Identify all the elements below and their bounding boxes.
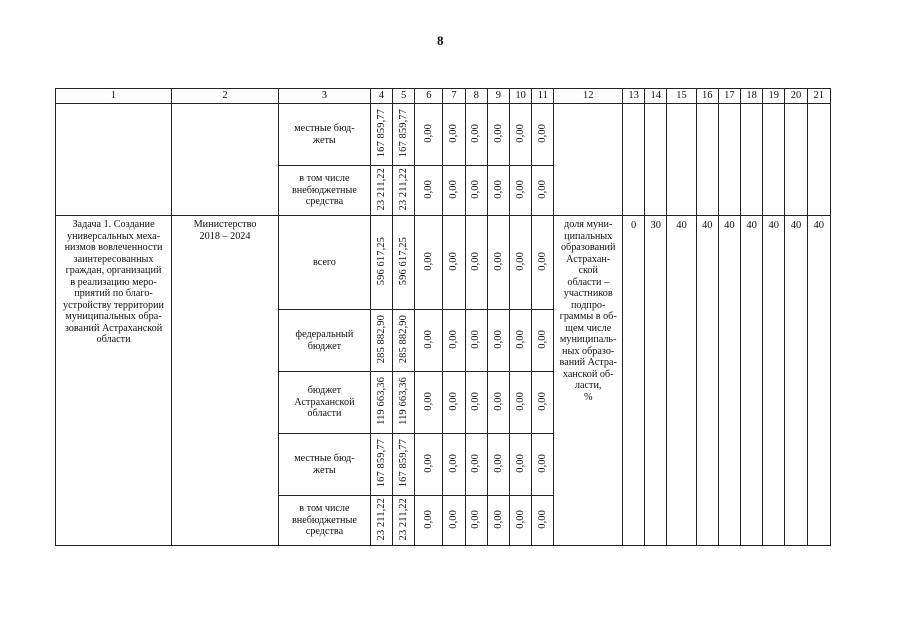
amount: 0,00 [514,329,526,349]
amount: 0,00 [448,179,460,199]
value-cell [393,104,415,166]
funding-source: в том числе внебюджетные средства [279,496,371,546]
amount: 0,00 [536,251,548,271]
value-cell [443,104,465,166]
value-cell [393,216,415,310]
amount: 0,00 [422,123,434,143]
amount: 0,00 [470,391,482,411]
value-cell [465,104,487,166]
value-cell [532,310,554,372]
value-cell [370,166,392,216]
indicator-value: 40 [741,216,763,546]
column-number-3: 3 [279,89,371,104]
amount: 285 882,90 [397,314,409,364]
column-number-1: 1 [56,89,172,104]
continued-target-cell [696,104,718,216]
column-number-row [56,89,831,104]
amount: 0,00 [422,391,434,411]
indicator-value: 0 [623,216,645,546]
continued-target-cell [807,104,830,216]
value-cell [370,496,392,546]
value-cell [487,372,509,434]
continued-executor-cell [172,104,279,216]
value-cell [393,434,415,496]
value-cell [393,372,415,434]
continued-task-cell [56,104,172,216]
amount: 0,00 [448,329,460,349]
column-number-13: 13 [623,89,645,104]
column-number-5: 5 [393,89,415,104]
value-cell [487,104,509,166]
amount: 0,00 [448,251,460,271]
amount: 0,00 [470,509,482,529]
amount: 0,00 [448,391,460,411]
indicator-value: 40 [763,216,785,546]
amount: 0,00 [422,509,434,529]
task-row [56,216,831,310]
value-cell [465,216,487,310]
amount: 0,00 [470,453,482,473]
value-cell [487,434,509,496]
amount: 0,00 [492,123,504,143]
column-number-16: 16 [696,89,718,104]
column-number-18: 18 [741,89,763,104]
column-number-14: 14 [645,89,667,104]
column-number-6: 6 [415,89,443,104]
value-cell [415,310,443,372]
amount: 0,00 [422,453,434,473]
value-cell [532,372,554,434]
amount: 0,00 [422,251,434,271]
funding-source: бюджет Астраханской области [279,372,371,434]
indicator-value: 40 [807,216,830,546]
column-number-19: 19 [763,89,785,104]
column-number-11: 11 [532,89,554,104]
value-cell [532,216,554,310]
amount: 23 211,22 [397,497,409,541]
indicator-value: 40 [785,216,807,546]
value-cell [443,310,465,372]
amount: 0,00 [492,251,504,271]
value-cell [487,216,509,310]
amount: 0,00 [536,453,548,473]
amount: 0,00 [448,123,460,143]
column-number-12: 12 [554,89,623,104]
amount: 0,00 [470,251,482,271]
column-number-2: 2 [172,89,279,104]
amount: 0,00 [470,329,482,349]
column-number-8: 8 [465,89,487,104]
funding-source: местные бюд- жеты [279,434,371,496]
value-cell [415,166,443,216]
value-cell [370,216,392,310]
value-cell [532,434,554,496]
amount: 0,00 [514,391,526,411]
amount: 596 617,25 [375,236,387,286]
continued-target-cell [741,104,763,216]
value-cell [465,434,487,496]
task-executor: Министерство 2018 – 2024 [172,216,279,546]
amount: 0,00 [492,329,504,349]
amount: 0,00 [536,179,548,199]
amount: 0,00 [536,329,548,349]
amount: 0,00 [514,123,526,143]
value-cell [465,310,487,372]
column-number-21: 21 [807,89,830,104]
amount: 0,00 [536,391,548,411]
indicator-value: 40 [696,216,718,546]
amount: 0,00 [536,509,548,529]
amount: 23 211,22 [397,167,409,211]
funding-source: в том числе внебюджетные средства [279,166,371,216]
value-cell [393,166,415,216]
value-cell [370,372,392,434]
value-cell [415,434,443,496]
value-cell [532,496,554,546]
continued-target-cell [667,104,696,216]
value-cell [370,434,392,496]
funding-source: всего [279,216,371,310]
value-cell [393,310,415,372]
amount: 0,00 [492,179,504,199]
column-number-10: 10 [510,89,532,104]
amount: 167 859,77 [375,108,387,158]
value-cell [443,166,465,216]
value-cell [510,216,532,310]
value-cell [415,104,443,166]
column-number-4: 4 [370,89,392,104]
funding-source: местные бюд- жеты [279,104,371,166]
value-cell [487,310,509,372]
value-cell [370,104,392,166]
value-cell [532,104,554,166]
amount: 0,00 [492,509,504,529]
task-name: Задача 1. Создание универсальных меха- низмов вовлеченности заинтересованных граждан, организаций в реализацию меро- приятий по благо- устройству территории муниципальных обра- зований Астраханской области [56,216,172,546]
page-number: 8 [437,33,444,48]
amount: 23 211,22 [375,497,387,541]
value-cell [415,216,443,310]
value-cell [510,434,532,496]
amount: 0,00 [470,123,482,143]
column-number-9: 9 [487,89,509,104]
value-cell [465,496,487,546]
column-number-7: 7 [443,89,465,104]
value-cell [415,496,443,546]
amount: 0,00 [448,453,460,473]
value-cell [532,166,554,216]
continued-row [56,104,831,166]
amount: 0,00 [514,509,526,529]
indicator-value: 40 [718,216,740,546]
value-cell [487,166,509,216]
amount: 0,00 [514,453,526,473]
value-cell [443,372,465,434]
amount: 596 617,25 [397,236,409,286]
continued-target-cell [785,104,807,216]
continued-target-cell [763,104,785,216]
value-cell [443,434,465,496]
column-number-17: 17 [718,89,740,104]
value-cell [393,496,415,546]
amount: 0,00 [514,179,526,199]
amount: 0,00 [422,329,434,349]
continued-target-cell [645,104,667,216]
funding-source: федеральный бюджет [279,310,371,372]
amount: 119 663,36 [397,376,409,425]
value-cell [510,496,532,546]
amount: 0,00 [422,179,434,199]
value-cell [510,310,532,372]
column-number-15: 15 [667,89,696,104]
continued-target-cell [718,104,740,216]
amount: 0,00 [514,251,526,271]
amount: 285 882,90 [375,314,387,364]
amount: 0,00 [492,391,504,411]
continued-target-cell [623,104,645,216]
value-cell [443,496,465,546]
continued-indicator-cell [554,104,623,216]
value-cell [510,372,532,434]
amount: 0,00 [492,453,504,473]
value-cell [487,496,509,546]
value-cell [510,104,532,166]
value-cell [465,372,487,434]
column-number-20: 20 [785,89,807,104]
amount: 0,00 [470,179,482,199]
indicator-value: 40 [667,216,696,546]
amount: 119 663,36 [375,376,387,425]
amount: 0,00 [536,123,548,143]
indicator-value: 30 [645,216,667,546]
budget-table [55,88,831,546]
value-cell [443,216,465,310]
amount: 23 211,22 [375,167,387,211]
amount: 167 859,77 [375,438,387,488]
value-cell [510,166,532,216]
amount: 0,00 [448,509,460,529]
value-cell [370,310,392,372]
amount: 167 859,77 [397,108,409,158]
value-cell [415,372,443,434]
amount: 167 859,77 [397,438,409,488]
value-cell [465,166,487,216]
indicator-name: доля муни- ципальных образований Астрахан- ской области – участников подпро- граммы в об- щем числе муниципаль- ных образо- ваний Астра- ханской об- ласти, % [554,216,623,546]
